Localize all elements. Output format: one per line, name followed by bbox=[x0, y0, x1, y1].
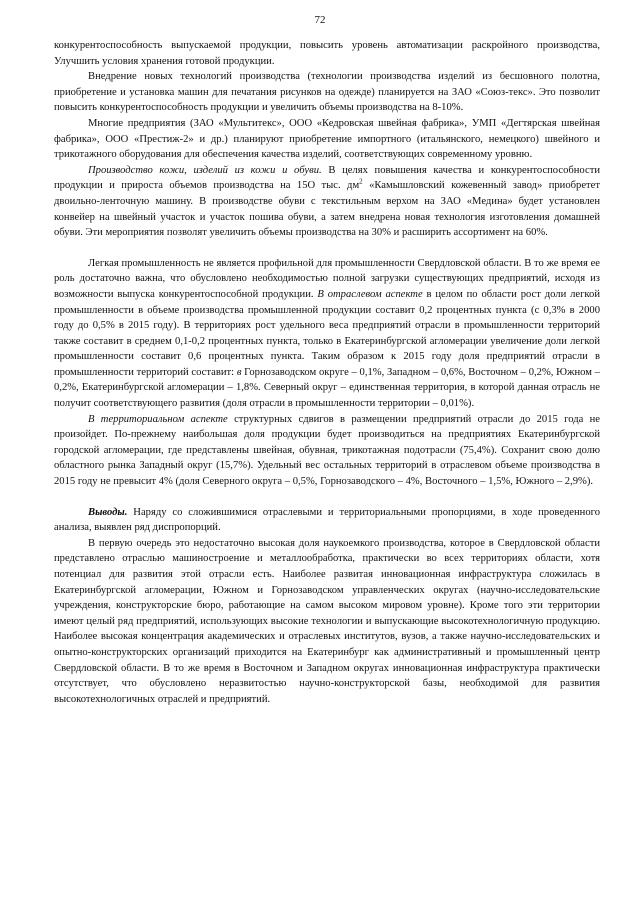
paragraph-continuation: конкурентоспособность выпускаемой продукции, повысить уровень автоматизации раскройного производства, Улучшить условия хранения готовой продукции. bbox=[54, 40, 600, 67]
paragraph-high-tech: В первую очередь это недостаточно высокая доля наукоемкого производства, которое в Свердловской области представлено отраслью машиностроение и металлообработка, практически во всех территориях области, хотя потенциал для развития этой отрасли есть. Наиболее развитая инновационная инфраструктура сложилась в Екатеринбургской агломерации, Южном и Горнозаводском управленческих округах (научно-исследовательские учреждения, конструкторские бюро, работающие на самом высоком мировом уровне). Кроме того эти территории имеют целый ряд предприятий, использующих высокие технологии и выпускающие высокотехнологичную продукцию. Наиболее высокая концентрация академических и отраслевых институтов, вузов, а также научно-исследовательских и опытно-конструкторских организаций приходится на Екатеринбург как административный и промышленный центр Свердловской области. В то же время в Восточном и Западном округах инновационная инфраструктура практически отсутствует, что обусловлено неразвитостью научно-конструкторской базы, необходимой для развития высокотехнологичных отраслей и предприятий. bbox=[54, 537, 600, 705]
section-lead-leather: Производство кожи, изделий из кожи и обуви. bbox=[88, 164, 322, 176]
page-number: 72 bbox=[314, 14, 326, 26]
document-body bbox=[54, 38, 600, 707]
paragraph-text: «Камышловский кожевенный завод» приобретет двоильно-ленточную машину. В производстве обуви с текстильным верхом на ЗАО «Медина» будет установлен конвейер на швейный участок и участок пошива обуви, а затем внедрена новая технология изготовления домашней обуви. Эти мероприятия позволят увеличить объемы производства на 30% и расширить ассортимент на 60%. bbox=[54, 180, 600, 239]
italic-territorial-aspect: В территориальном аспекте bbox=[88, 413, 228, 425]
paragraph-light-industry bbox=[54, 256, 600, 412]
paragraph-conclusions bbox=[54, 505, 600, 536]
paragraph-text: Легкая промышленность не является профильной для промышленности Свердловской области. В то же время ее роль достаточно важна, что обусловлено необходимостью полной загрузки существующих предприятий, исходя из возможности выпуска конкурентоспособной продукции. bbox=[54, 257, 600, 300]
paragraph-text: в целом по области рост доли легкой промышленности в объеме производства промышленной продукции составит 0,2 процентных пункта (с 0,3% в 2000 году до 0,5% в 2015 году). В территориях рост удельного веса предприятий отрасли в промышленности территорий также составит в среднем 0,1-0,2 процентных пункта, только в Екатеринбургской агломерации увеличение доли легкой промышленности составит 0,6 процентных пункта. Таким образом к 2015 году доля предприятий отрасли в промышленности территорий составит: bbox=[54, 288, 600, 378]
paragraph-text: Наряду со сложившимися отраслевыми и территориальными пропорциями, в ходе проведенного анализа, выявлен ряд диспропорций. bbox=[54, 506, 600, 534]
superscript: 2 bbox=[359, 177, 363, 186]
paragraph-text: структурных сдвигов в размещении предприятий отрасли до 2015 года не произойдет. По-прежнему наибольшая доля продукции будет производиться на предприятиях Екатеринбургской городской агломерации, где представлены швейная, обувная, трикотажная подотрасли (75,4%). Сохранит свою долю областного рынка Западный округ (15,7%). Удельный вес остальных территорий в отраслевом объеме производства в 2015 году не превысит 4% (доля Северного округа – 0,5%, Горнозаводского – 4%, Восточного – 1,5%, Южного – 2,9%). bbox=[54, 413, 601, 488]
paragraph-new-technologies: Внедрение новых технологий производства (технологии производства изделий из бесшовного полотна, приобретение и установка машин для печатания рисунков на одежде) планируется на ЗАО «Союз-текс». Это позволит повысить конкурентоспособность продукции и увеличить объемы производства на 8-10%. bbox=[54, 71, 600, 114]
paragraph-equipment-purchase: Многие предприятия (ЗАО «Мультитекс», ООО «Кедровская швейная фабрика», УМП «Дегтярская швейная фабрика», ООО «Престиж-2» и др.) планируют приобретение импортного (итальянского, немецкого) швейного и трикотажного оборудования для обеспечения качества изделий, соответствующих современному уровню. bbox=[54, 117, 600, 161]
paragraph-text: Горнозаводском округе – 0,1%, Западном – 0,6%, Восточном – 0,2%, Южном – 0,2%, Екатеринбургской агломерации – 1,8%. Северный округ – единственная территория, в которой данная отрасль не получит соответствующего развития (доля отрасли в промышленности территории – 0,01%). bbox=[54, 366, 600, 410]
conclusions-heading: Выводы. bbox=[88, 506, 128, 518]
paragraph-territorial-aspect bbox=[54, 412, 600, 490]
italic-preposition: в bbox=[236, 366, 242, 378]
paragraph-leather-footwear bbox=[54, 163, 600, 241]
paragraph-text: В целях повышения качества и конкурентоспособности продукции и прироста объемов производства на 15О тыс. дм bbox=[54, 164, 600, 192]
italic-sectoral-aspect: В отраслевом аспекте bbox=[317, 288, 423, 300]
